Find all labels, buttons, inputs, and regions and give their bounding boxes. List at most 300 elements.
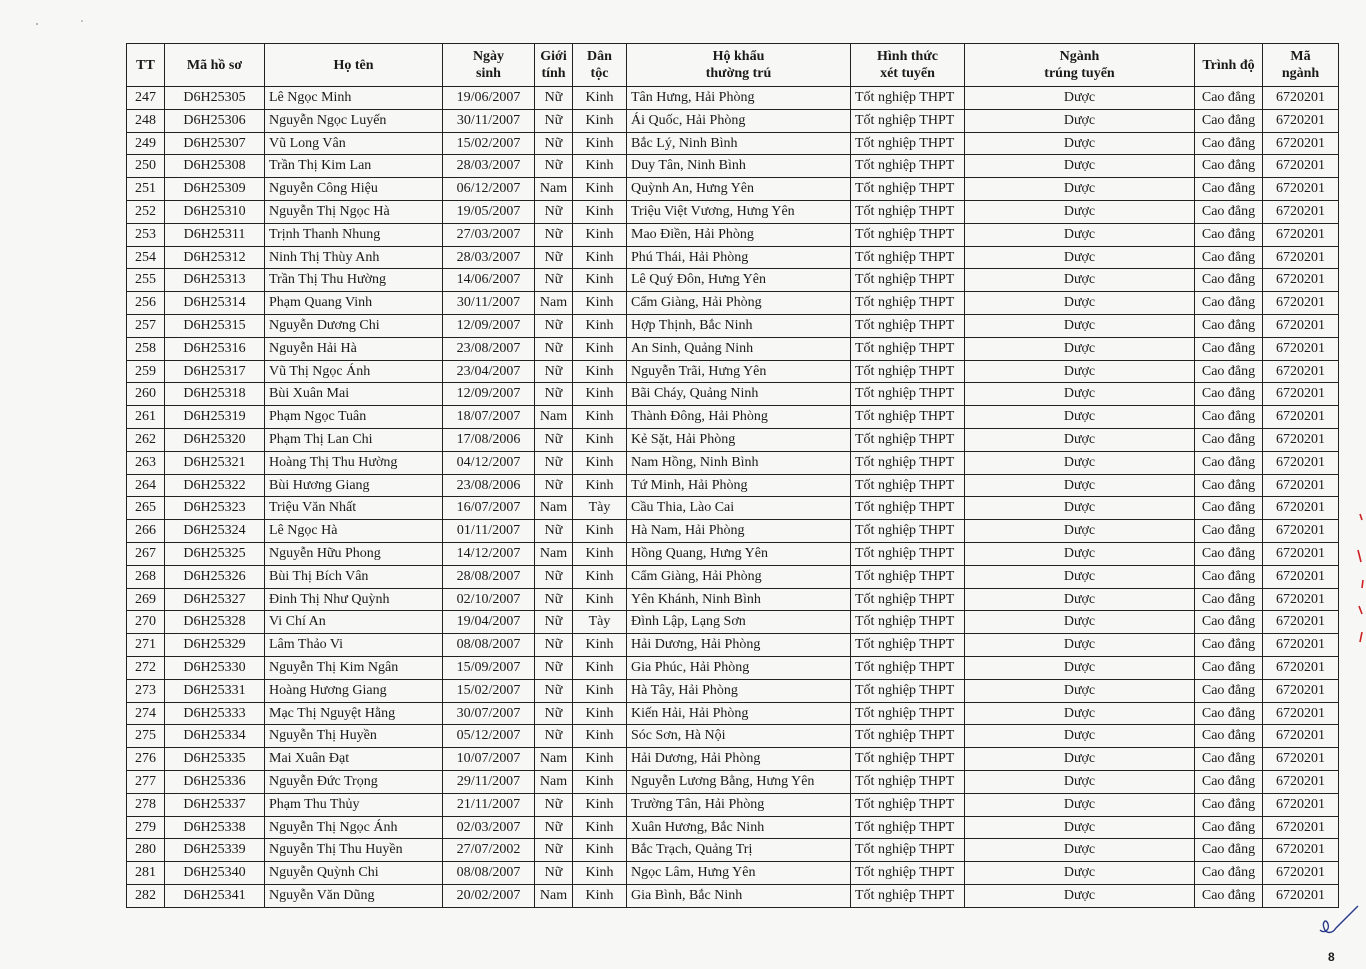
cell-trinh-do: Cao đẳng — [1195, 725, 1263, 748]
table-row — [127, 634, 1339, 657]
cell-dan-toc: Kinh — [573, 246, 627, 269]
cell-hinh-thuc: Tốt nghiệp THPT — [851, 223, 965, 246]
cell-ngay-sinh: 02/03/2007 — [443, 816, 535, 839]
cell-ma-ho-so: D6H25314 — [165, 292, 265, 315]
cell-dan-toc: Kinh — [573, 474, 627, 497]
cell-dan-toc: Kinh — [573, 793, 627, 816]
cell-gioi-tinh: Nữ — [535, 200, 573, 223]
cell-ma-nganh: 6720201 — [1263, 223, 1339, 246]
cell-ma-nganh: 6720201 — [1263, 862, 1339, 885]
table-row — [127, 178, 1339, 201]
header-ho-ten: Họ tên — [265, 44, 443, 87]
cell-gioi-tinh: Nữ — [535, 793, 573, 816]
cell-ho-khau: Triệu Việt Vương, Hưng Yên — [627, 200, 851, 223]
cell-hinh-thuc: Tốt nghiệp THPT — [851, 679, 965, 702]
cell-nganh: Dược — [965, 109, 1195, 132]
cell-nganh: Dược — [965, 770, 1195, 793]
cell-ngay-sinh: 19/05/2007 — [443, 200, 535, 223]
cell-ho-ten: Bùi Hương Giang — [265, 474, 443, 497]
cell-hinh-thuc: Tốt nghiệp THPT — [851, 269, 965, 292]
cell-ho-khau: Gia Bình, Bắc Ninh — [627, 884, 851, 907]
cell-ho-khau: Gia Phúc, Hải Phòng — [627, 656, 851, 679]
table-row — [127, 337, 1339, 360]
cell-ma-ho-so: D6H25308 — [165, 155, 265, 178]
cell-dan-toc: Kinh — [573, 200, 627, 223]
cell-hinh-thuc: Tốt nghiệp THPT — [851, 246, 965, 269]
cell-tt: 279 — [127, 816, 165, 839]
cell-tt: 278 — [127, 793, 165, 816]
cell-tt: 266 — [127, 520, 165, 543]
cell-gioi-tinh: Nữ — [535, 816, 573, 839]
cell-dan-toc: Kinh — [573, 314, 627, 337]
cell-dan-toc: Kinh — [573, 542, 627, 565]
cell-ma-ho-so: D6H25318 — [165, 383, 265, 406]
cell-ma-ho-so: D6H25330 — [165, 656, 265, 679]
cell-ma-ho-so: D6H25329 — [165, 634, 265, 657]
table-row — [127, 292, 1339, 315]
cell-ngay-sinh: 15/09/2007 — [443, 656, 535, 679]
cell-ho-khau: Bắc Lý, Ninh Bình — [627, 132, 851, 155]
cell-trinh-do: Cao đẳng — [1195, 314, 1263, 337]
cell-ma-nganh: 6720201 — [1263, 611, 1339, 634]
cell-tt: 254 — [127, 246, 165, 269]
cell-ngay-sinh: 01/11/2007 — [443, 520, 535, 543]
cell-trinh-do: Cao đẳng — [1195, 520, 1263, 543]
cell-ho-ten: Nguyễn Dương Chi — [265, 314, 443, 337]
cell-nganh: Dược — [965, 748, 1195, 771]
cell-ho-ten: Nguyễn Ngọc Luyến — [265, 109, 443, 132]
cell-gioi-tinh: Nữ — [535, 155, 573, 178]
cell-ma-ho-so: D6H25335 — [165, 748, 265, 771]
cell-trinh-do: Cao đẳng — [1195, 611, 1263, 634]
cell-ma-nganh: 6720201 — [1263, 200, 1339, 223]
cell-gioi-tinh: Nam — [535, 178, 573, 201]
cell-ma-ho-so: D6H25315 — [165, 314, 265, 337]
cell-ho-ten: Nguyễn Thị Ngọc Hà — [265, 200, 443, 223]
cell-tt: 269 — [127, 588, 165, 611]
cell-hinh-thuc: Tốt nghiệp THPT — [851, 542, 965, 565]
cell-hinh-thuc: Tốt nghiệp THPT — [851, 337, 965, 360]
cell-ma-ho-so: D6H25310 — [165, 200, 265, 223]
cell-trinh-do: Cao đẳng — [1195, 132, 1263, 155]
cell-gioi-tinh: Nữ — [535, 725, 573, 748]
table-body — [127, 87, 1339, 908]
table-row — [127, 725, 1339, 748]
cell-hinh-thuc: Tốt nghiệp THPT — [851, 634, 965, 657]
cell-hinh-thuc: Tốt nghiệp THPT — [851, 588, 965, 611]
cell-ho-khau: Sóc Sơn, Hà Nội — [627, 725, 851, 748]
cell-dan-toc: Kinh — [573, 292, 627, 315]
cell-dan-toc: Kinh — [573, 155, 627, 178]
cell-ma-nganh: 6720201 — [1263, 132, 1339, 155]
cell-dan-toc: Kinh — [573, 679, 627, 702]
cell-dan-toc: Kinh — [573, 269, 627, 292]
cell-nganh: Dược — [965, 565, 1195, 588]
cell-dan-toc: Kinh — [573, 337, 627, 360]
cell-ho-khau: Hà Tây, Hải Phòng — [627, 679, 851, 702]
header-hinh-thuc-line2: xét tuyển — [880, 66, 935, 81]
cell-nganh: Dược — [965, 520, 1195, 543]
cell-gioi-tinh: Nam — [535, 497, 573, 520]
header-dan-toc-line1: Dân — [587, 49, 612, 64]
cell-tt: 253 — [127, 223, 165, 246]
cell-tt: 248 — [127, 109, 165, 132]
cell-ho-khau: Đình Lập, Lạng Sơn — [627, 611, 851, 634]
cell-ho-khau: Hợp Thịnh, Bắc Ninh — [627, 314, 851, 337]
cell-gioi-tinh: Nữ — [535, 520, 573, 543]
cell-ho-khau: Trường Tân, Hải Phòng — [627, 793, 851, 816]
cell-ma-ho-so: D6H25324 — [165, 520, 265, 543]
cell-ma-ho-so: D6H25307 — [165, 132, 265, 155]
cell-tt: 258 — [127, 337, 165, 360]
cell-ma-nganh: 6720201 — [1263, 770, 1339, 793]
cell-tt: 255 — [127, 269, 165, 292]
cell-trinh-do: Cao đẳng — [1195, 87, 1263, 110]
header-trinh-do: Trình độ — [1195, 44, 1263, 87]
header-ngay-sinh-line1: Ngày — [472, 49, 505, 64]
cell-ma-nganh: 6720201 — [1263, 656, 1339, 679]
cell-nganh: Dược — [965, 155, 1195, 178]
cell-gioi-tinh: Nữ — [535, 269, 573, 292]
cell-ho-ten: Trần Thị Thu Hường — [265, 269, 443, 292]
cell-nganh: Dược — [965, 588, 1195, 611]
table-row — [127, 360, 1339, 383]
cell-hinh-thuc: Tốt nghiệp THPT — [851, 702, 965, 725]
cell-gioi-tinh: Nữ — [535, 246, 573, 269]
table-row — [127, 451, 1339, 474]
cell-ma-nganh: 6720201 — [1263, 292, 1339, 315]
cell-dan-toc: Kinh — [573, 223, 627, 246]
cell-nganh: Dược — [965, 337, 1195, 360]
cell-nganh: Dược — [965, 383, 1195, 406]
cell-ma-ho-so: D6H25336 — [165, 770, 265, 793]
cell-ngay-sinh: 27/03/2007 — [443, 223, 535, 246]
table-row — [127, 87, 1339, 110]
table-row — [127, 656, 1339, 679]
cell-ngay-sinh: 23/08/2007 — [443, 337, 535, 360]
cell-ma-ho-so: D6H25322 — [165, 474, 265, 497]
cell-ma-ho-so: D6H25337 — [165, 793, 265, 816]
cell-ngay-sinh: 15/02/2007 — [443, 132, 535, 155]
cell-tt: 277 — [127, 770, 165, 793]
cell-gioi-tinh: Nữ — [535, 588, 573, 611]
header-gioi-tinh-line2: tính — [541, 66, 566, 81]
cell-dan-toc: Kinh — [573, 702, 627, 725]
cell-tt: 273 — [127, 679, 165, 702]
table-row — [127, 862, 1339, 885]
cell-trinh-do: Cao đẳng — [1195, 223, 1263, 246]
cell-hinh-thuc: Tốt nghiệp THPT — [851, 155, 965, 178]
cell-dan-toc: Kinh — [573, 87, 627, 110]
cell-trinh-do: Cao đẳng — [1195, 246, 1263, 269]
header-gioi-tinh — [535, 44, 573, 87]
cell-ho-khau: Tứ Minh, Hải Phòng — [627, 474, 851, 497]
cell-trinh-do: Cao đẳng — [1195, 884, 1263, 907]
table-row — [127, 542, 1339, 565]
cell-ho-ten: Lê Ngọc Minh — [265, 87, 443, 110]
table-row — [127, 383, 1339, 406]
cell-trinh-do: Cao đẳng — [1195, 292, 1263, 315]
cell-hinh-thuc: Tốt nghiệp THPT — [851, 474, 965, 497]
header-ngay-sinh — [443, 44, 535, 87]
cell-dan-toc: Kinh — [573, 725, 627, 748]
cell-ho-khau: Nam Hồng, Ninh Bình — [627, 451, 851, 474]
cell-hinh-thuc: Tốt nghiệp THPT — [851, 292, 965, 315]
cell-ma-ho-so: D6H25313 — [165, 269, 265, 292]
table-row — [127, 679, 1339, 702]
cell-hinh-thuc: Tốt nghiệp THPT — [851, 360, 965, 383]
cell-ma-nganh: 6720201 — [1263, 451, 1339, 474]
cell-ho-ten: Phạm Thu Thủy — [265, 793, 443, 816]
cell-ma-ho-so: D6H25341 — [165, 884, 265, 907]
cell-ho-ten: Bùi Xuân Mai — [265, 383, 443, 406]
table-row — [127, 793, 1339, 816]
cell-ngay-sinh: 30/11/2007 — [443, 292, 535, 315]
cell-ho-ten: Phạm Quang Vinh — [265, 292, 443, 315]
cell-dan-toc: Tày — [573, 497, 627, 520]
cell-ngay-sinh: 12/09/2007 — [443, 314, 535, 337]
cell-ho-khau: Mao Điền, Hải Phòng — [627, 223, 851, 246]
cell-ma-nganh: 6720201 — [1263, 87, 1339, 110]
cell-ma-nganh: 6720201 — [1263, 474, 1339, 497]
table-row — [127, 406, 1339, 429]
cell-ho-khau: Nguyễn Trãi, Hưng Yên — [627, 360, 851, 383]
cell-nganh: Dược — [965, 87, 1195, 110]
cell-ho-ten: Nguyễn Hải Hà — [265, 337, 443, 360]
cell-ngay-sinh: 18/07/2007 — [443, 406, 535, 429]
cell-gioi-tinh: Nam — [535, 406, 573, 429]
cell-ho-ten: Nguyễn Quỳnh Chi — [265, 862, 443, 885]
cell-nganh: Dược — [965, 223, 1195, 246]
header-nganh-line2: trúng tuyển — [1044, 66, 1115, 81]
cell-ho-ten: Nguyễn Thị Thu Huyền — [265, 839, 443, 862]
table-row — [127, 839, 1339, 862]
red-stamp-edge — [1350, 510, 1366, 650]
cell-gioi-tinh: Nữ — [535, 428, 573, 451]
cell-ho-ten: Hoàng Thị Thu Hường — [265, 451, 443, 474]
cell-ngay-sinh: 12/09/2007 — [443, 383, 535, 406]
header-ho-khau-line1: Hộ khẩu — [712, 49, 765, 64]
cell-hinh-thuc: Tốt nghiệp THPT — [851, 770, 965, 793]
cell-ngay-sinh: 30/07/2007 — [443, 702, 535, 725]
cell-ho-khau: Thành Đông, Hải Phòng — [627, 406, 851, 429]
cell-trinh-do: Cao đẳng — [1195, 428, 1263, 451]
cell-gioi-tinh: Nữ — [535, 656, 573, 679]
cell-tt: 249 — [127, 132, 165, 155]
cell-trinh-do: Cao đẳng — [1195, 588, 1263, 611]
table-row — [127, 816, 1339, 839]
cell-gioi-tinh: Nữ — [535, 862, 573, 885]
cell-ngay-sinh: 23/04/2007 — [443, 360, 535, 383]
cell-trinh-do: Cao đẳng — [1195, 269, 1263, 292]
cell-ngay-sinh: 30/11/2007 — [443, 109, 535, 132]
cell-ho-khau: Cầu Thia, Lào Cai — [627, 497, 851, 520]
cell-trinh-do: Cao đẳng — [1195, 862, 1263, 885]
cell-hinh-thuc: Tốt nghiệp THPT — [851, 725, 965, 748]
cell-ho-ten: Vũ Long Vân — [265, 132, 443, 155]
header-ma-nganh — [1263, 44, 1339, 87]
cell-gioi-tinh: Nam — [535, 748, 573, 771]
cell-nganh: Dược — [965, 634, 1195, 657]
table-row — [127, 155, 1339, 178]
cell-ma-ho-so: D6H25331 — [165, 679, 265, 702]
cell-ho-khau: Ái Quốc, Hải Phòng — [627, 109, 851, 132]
cell-ho-ten: Mạc Thị Nguyệt Hằng — [265, 702, 443, 725]
cell-ma-ho-so: D6H25319 — [165, 406, 265, 429]
cell-nganh: Dược — [965, 702, 1195, 725]
cell-dan-toc: Kinh — [573, 109, 627, 132]
cell-hinh-thuc: Tốt nghiệp THPT — [851, 314, 965, 337]
cell-gioi-tinh: Nữ — [535, 337, 573, 360]
cell-nganh: Dược — [965, 314, 1195, 337]
cell-trinh-do: Cao đẳng — [1195, 109, 1263, 132]
cell-ngay-sinh: 06/12/2007 — [443, 178, 535, 201]
cell-ho-ten: Trần Thị Kim Lan — [265, 155, 443, 178]
cell-trinh-do: Cao đẳng — [1195, 337, 1263, 360]
cell-ma-nganh: 6720201 — [1263, 383, 1339, 406]
cell-hinh-thuc: Tốt nghiệp THPT — [851, 428, 965, 451]
cell-ho-ten: Hoàng Hương Giang — [265, 679, 443, 702]
cell-tt: 282 — [127, 884, 165, 907]
cell-gioi-tinh: Nam — [535, 770, 573, 793]
cell-nganh: Dược — [965, 725, 1195, 748]
cell-trinh-do: Cao đẳng — [1195, 155, 1263, 178]
table-row — [127, 497, 1339, 520]
admission-list-table — [126, 43, 1339, 908]
cell-ho-ten: Mai Xuân Đạt — [265, 748, 443, 771]
cell-tt: 261 — [127, 406, 165, 429]
cell-ma-ho-so: D6H25309 — [165, 178, 265, 201]
header-gioi-tinh-line1: Giới — [540, 49, 567, 64]
cell-hinh-thuc: Tốt nghiệp THPT — [851, 862, 965, 885]
cell-gioi-tinh: Nữ — [535, 383, 573, 406]
cell-ho-ten: Lê Ngọc Hà — [265, 520, 443, 543]
cell-ho-ten: Phạm Ngọc Tuân — [265, 406, 443, 429]
cell-hinh-thuc: Tốt nghiệp THPT — [851, 497, 965, 520]
cell-ma-ho-so: D6H25323 — [165, 497, 265, 520]
cell-ngay-sinh: 02/10/2007 — [443, 588, 535, 611]
cell-ho-khau: Kẻ Sặt, Hải Phòng — [627, 428, 851, 451]
cell-dan-toc: Kinh — [573, 656, 627, 679]
cell-ho-khau: Quỳnh An, Hưng Yên — [627, 178, 851, 201]
cell-dan-toc: Tày — [573, 611, 627, 634]
cell-ho-ten: Nguyễn Thị Kim Ngân — [265, 656, 443, 679]
cell-trinh-do: Cao đẳng — [1195, 406, 1263, 429]
cell-trinh-do: Cao đẳng — [1195, 748, 1263, 771]
cell-trinh-do: Cao đẳng — [1195, 360, 1263, 383]
cell-dan-toc: Kinh — [573, 816, 627, 839]
cell-ma-ho-so: D6H25328 — [165, 611, 265, 634]
cell-tt: 272 — [127, 656, 165, 679]
table-row — [127, 246, 1339, 269]
cell-ho-ten: Nguyễn Thị Ngọc Ánh — [265, 816, 443, 839]
table-header-row — [127, 44, 1339, 87]
cell-nganh: Dược — [965, 451, 1195, 474]
cell-nganh: Dược — [965, 656, 1195, 679]
cell-ho-khau: Hải Dương, Hải Phòng — [627, 748, 851, 771]
cell-hinh-thuc: Tốt nghiệp THPT — [851, 132, 965, 155]
cell-ho-khau: Lê Quý Đôn, Hưng Yên — [627, 269, 851, 292]
cell-hinh-thuc: Tốt nghiệp THPT — [851, 816, 965, 839]
cell-ma-nganh: 6720201 — [1263, 725, 1339, 748]
cell-dan-toc: Kinh — [573, 178, 627, 201]
cell-tt: 263 — [127, 451, 165, 474]
cell-gioi-tinh: Nữ — [535, 611, 573, 634]
cell-hinh-thuc: Tốt nghiệp THPT — [851, 383, 965, 406]
cell-ma-ho-so: D6H25325 — [165, 542, 265, 565]
cell-nganh: Dược — [965, 360, 1195, 383]
cell-ho-khau: Bãi Cháy, Quảng Ninh — [627, 383, 851, 406]
cell-gioi-tinh: Nam — [535, 542, 573, 565]
cell-ma-nganh: 6720201 — [1263, 702, 1339, 725]
table-row — [127, 611, 1339, 634]
cell-trinh-do: Cao đẳng — [1195, 451, 1263, 474]
cell-hinh-thuc: Tốt nghiệp THPT — [851, 611, 965, 634]
cell-hinh-thuc: Tốt nghiệp THPT — [851, 656, 965, 679]
cell-ho-ten: Nguyễn Đức Trọng — [265, 770, 443, 793]
cell-ho-ten: Triệu Văn Nhất — [265, 497, 443, 520]
cell-ma-nganh: 6720201 — [1263, 337, 1339, 360]
cell-gioi-tinh: Nữ — [535, 109, 573, 132]
cell-gioi-tinh: Nữ — [535, 702, 573, 725]
cell-ma-ho-so: D6H25333 — [165, 702, 265, 725]
cell-nganh: Dược — [965, 793, 1195, 816]
cell-tt: 275 — [127, 725, 165, 748]
header-dan-toc-line2: tộc — [590, 66, 609, 81]
cell-nganh: Dược — [965, 816, 1195, 839]
cell-ngay-sinh: 15/02/2007 — [443, 679, 535, 702]
cell-nganh: Dược — [965, 839, 1195, 862]
cell-ho-khau: Cẩm Giàng, Hải Phòng — [627, 565, 851, 588]
cell-ho-ten: Vi Chí An — [265, 611, 443, 634]
cell-hinh-thuc: Tốt nghiệp THPT — [851, 748, 965, 771]
cell-ma-ho-so: D6H25316 — [165, 337, 265, 360]
cell-ma-ho-so: D6H25306 — [165, 109, 265, 132]
header-dan-toc — [573, 44, 627, 87]
cell-ho-ten: Nguyễn Hữu Phong — [265, 542, 443, 565]
cell-hinh-thuc: Tốt nghiệp THPT — [851, 178, 965, 201]
table-row — [127, 428, 1339, 451]
cell-trinh-do: Cao đẳng — [1195, 770, 1263, 793]
cell-hinh-thuc: Tốt nghiệp THPT — [851, 451, 965, 474]
table-row — [127, 269, 1339, 292]
cell-ma-ho-so: D6H25312 — [165, 246, 265, 269]
cell-trinh-do: Cao đẳng — [1195, 839, 1263, 862]
cell-trinh-do: Cao đẳng — [1195, 565, 1263, 588]
cell-ngay-sinh: 04/12/2007 — [443, 451, 535, 474]
cell-ngay-sinh: 19/04/2007 — [443, 611, 535, 634]
cell-dan-toc: Kinh — [573, 588, 627, 611]
cell-ma-nganh: 6720201 — [1263, 839, 1339, 862]
cell-ngay-sinh: 14/12/2007 — [443, 542, 535, 565]
cell-ho-khau: Ngọc Lâm, Hưng Yên — [627, 862, 851, 885]
cell-hinh-thuc: Tốt nghiệp THPT — [851, 565, 965, 588]
cell-ma-nganh: 6720201 — [1263, 497, 1339, 520]
header-ngay-sinh-line2: sinh — [476, 66, 501, 81]
cell-gioi-tinh: Nữ — [535, 679, 573, 702]
cell-tt: 268 — [127, 565, 165, 588]
cell-gioi-tinh: Nữ — [535, 474, 573, 497]
cell-tt: 247 — [127, 87, 165, 110]
cell-hinh-thuc: Tốt nghiệp THPT — [851, 793, 965, 816]
cell-tt: 256 — [127, 292, 165, 315]
cell-tt: 260 — [127, 383, 165, 406]
cell-trinh-do: Cao đẳng — [1195, 474, 1263, 497]
cell-gioi-tinh: Nữ — [535, 451, 573, 474]
cell-trinh-do: Cao đẳng — [1195, 178, 1263, 201]
cell-ho-khau: Phú Thái, Hải Phòng — [627, 246, 851, 269]
cell-dan-toc: Kinh — [573, 520, 627, 543]
